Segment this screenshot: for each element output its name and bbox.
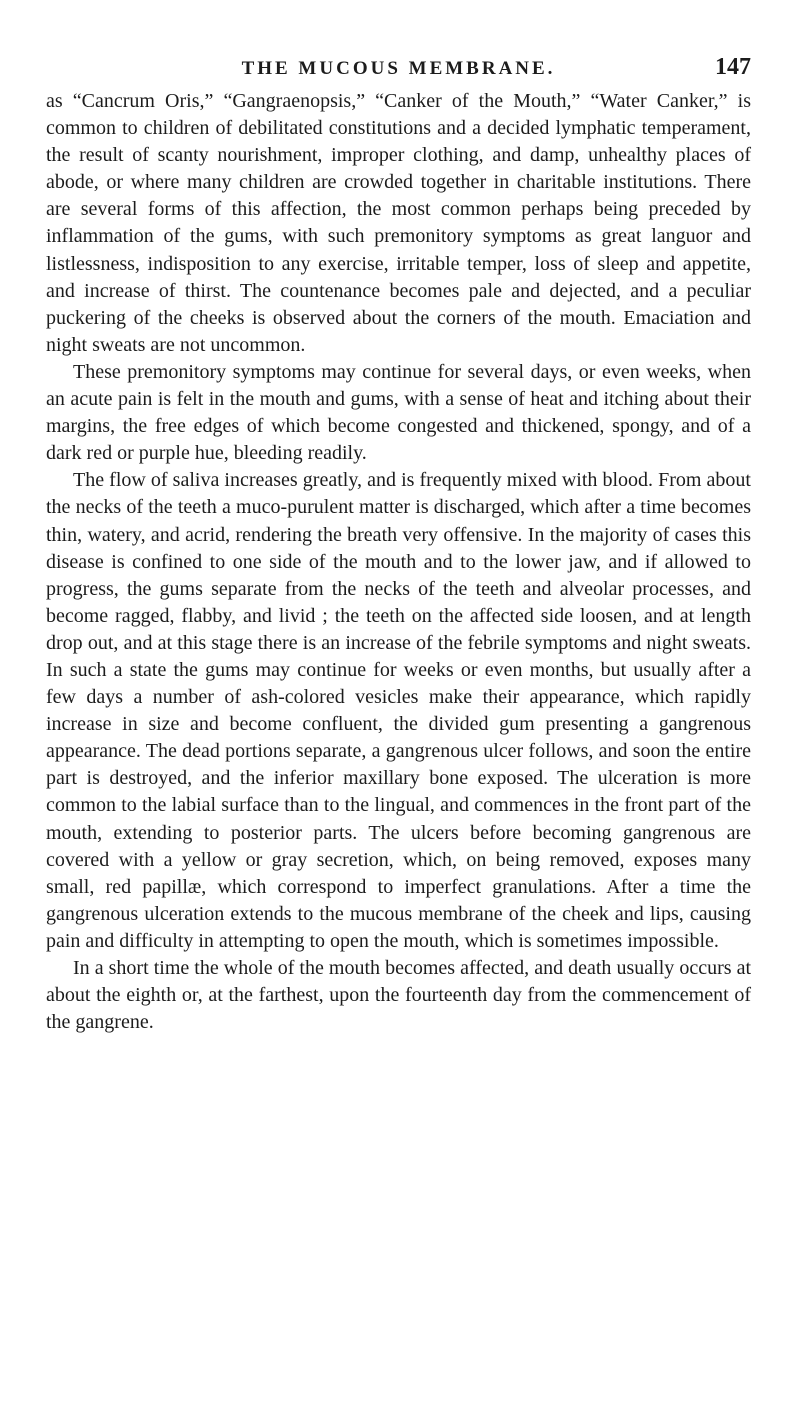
body-text bbox=[46, 88, 751, 1036]
paragraph-continued: as “Cancrum Oris,” “Gangraenopsis,” “Canker of the Mouth,” “Water Canker,” is common to children of debilitated constitutions and a decided lymphatic temperament, the result of scanty nourishment, improper clothing, and damp, unhealthy places of abode, or where many children are crowded together in charitable institutions. There are several forms of this affection, the most common perhaps being preceded by inflammation of the gums, with such premonitory symptoms as great languor and listlessness, indisposition to any exercise, irritable temper, loss of sleep and appetite, and increase of thirst. The countenance becomes pale and dejected, and a peculiar puckering of the cheeks is observed about the corners of the mouth. Emaciation and night sweats are not uncommon. bbox=[46, 90, 751, 356]
paragraph: The flow of saliva increases greatly, and is frequently mixed with blood. From about the necks of the teeth a muco-purulent matter is discharged, which after a time becomes thin, watery, and acrid, rendering the breath very offensive. In the majority of cases this disease is confined to one side of the mouth and to the lower jaw, and if allowed to progress, the gums separate from the necks of the teeth and alveolar processes, and become ragged, flabby, and livid ; the teeth on the affected side loosen, and at length drop out, and at this stage there is an increase of the febrile symptoms and night sweats. In such a state the gums may continue for weeks or even months, but usually after a few days a number of ash-colored vesicles make their appearance, which rapidly increase in size and become confluent, the divided gum presenting a gangrenous appearance. The dead portions separate, a gangrenous ulcer follows, and soon the entire part is destroyed, and the inferior maxillary bone exposed. The ulceration is more common to the labial surface than to the lingual, and commences in the front part of the mouth, extending to posterior parts. The ulcers before becoming gangrenous are covered with a yellow or gray secretion, which, on being removed, exposes many small, red papillæ, which correspond to imperfect granulations. After a time the gangrenous ulceration extends to the mucous membrane of the cheek and lips, causing pain and difficulty in attempting to open the mouth, which is sometimes impossible. bbox=[46, 469, 751, 952]
paragraph: In a short time the whole of the mouth becomes affected, and death usually occurs at about the eighth or, at the farthest, upon the fourteenth day from the commencement of the gangrene. bbox=[46, 957, 751, 1034]
book-page bbox=[46, 54, 751, 1036]
running-head-title: THE MUCOUS MEMBRANE. bbox=[241, 58, 556, 79]
page-number: 147 bbox=[715, 54, 751, 80]
paragraph: These premonitory symptoms may continue for several days, or even weeks, when an acute pain is felt in the mouth and gums, with a sense of heat and itching about their margins, the free edges of which become congested and thickened, spongy, and of a dark red or purple hue, bleeding readily. bbox=[46, 360, 751, 465]
running-head bbox=[46, 54, 751, 88]
